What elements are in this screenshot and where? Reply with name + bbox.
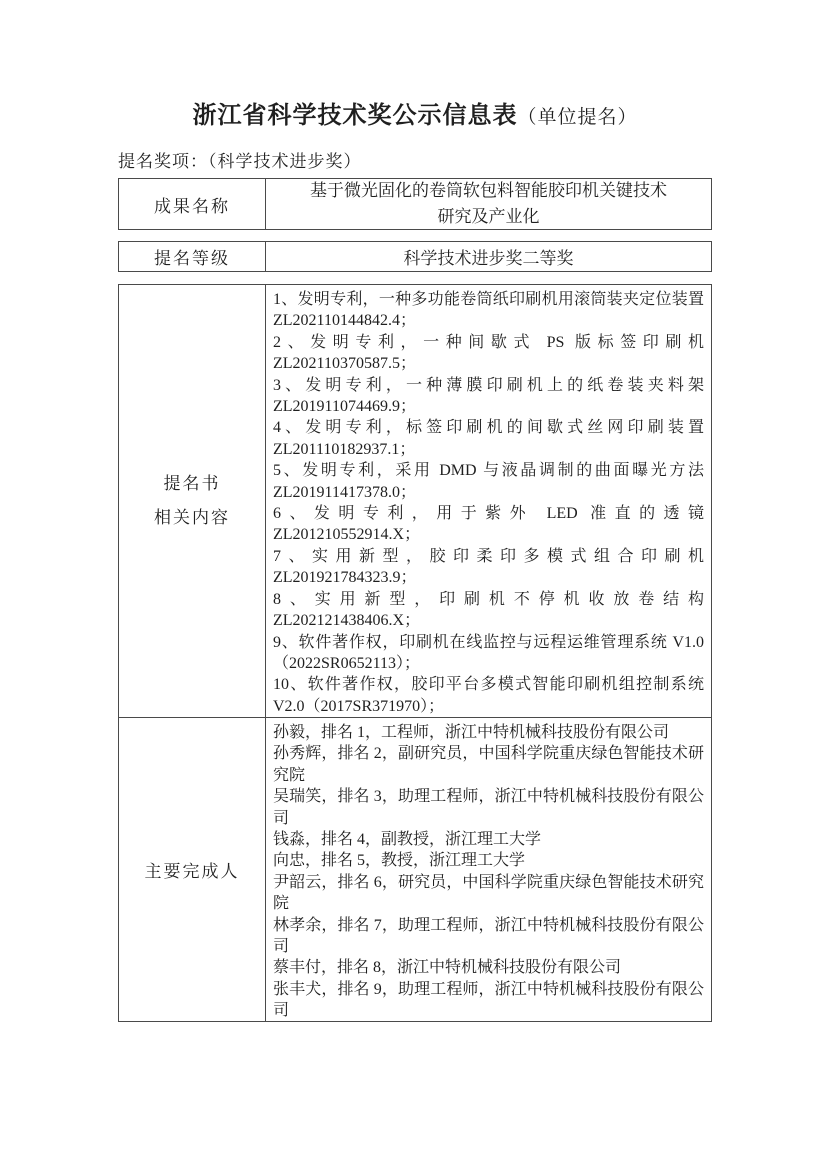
completer-item: 蔡丰付，排名 8，浙江中特机械科技股份有限公司 [273, 959, 622, 977]
info-table [118, 178, 712, 1022]
bottom-whitespace [118, 1022, 712, 1161]
result-name-label: 成果名称 [119, 179, 266, 229]
row-result-name [118, 178, 712, 230]
nomination-level-value: 科学技术进步奖二等奖 [403, 249, 574, 268]
result-name-value [266, 179, 711, 229]
row-nomination-level [118, 241, 712, 272]
completer-item: 钱淼，排名 4，副教授，浙江理工大学 [273, 831, 542, 849]
completer-item: 孙毅，排名 1，工程师，浙江中特机械科技股份有限公司 [273, 724, 670, 741]
result-name-value-line1: 基于微光固化的卷筒软包料智能胶印机关键技术 [310, 181, 667, 200]
main-completers-label: 主要完成人 [119, 718, 266, 1021]
result-name-value-line2: 研究及产业化 [437, 207, 540, 226]
page-title-paren: （单位提名） [517, 107, 638, 128]
patent-item: 9、软件著作权，印刷机在线监控与远程运维管理系统 V1.0（2022SR0652113）； [273, 633, 704, 672]
completer-item: 孙秀辉，排名 2，副研究员，中国科学院重庆绿色智能技术研究院 [273, 745, 704, 784]
patent-item: 1、发明专利，一种多功能卷筒纸印刷机用滚筒装夹定位装置 ZL202110144842.4； [273, 291, 704, 330]
completer-item: 张丰犬，排名 9，助理工程师，浙江中特机械科技股份有限公司 [273, 980, 704, 1020]
patent-item: 6、发明专利，用于紫外 LED 准直的透镜 ZL201210552914.X； [273, 505, 704, 544]
completer-item: 吴瑞笑，排名 3，助理工程师，浙江中特机械科技股份有限公司 [273, 788, 704, 827]
patent-item: 3、发明专利，一种薄膜印刷机上的纸卷装夹料架 ZL201911074469.9； [273, 376, 704, 416]
patent-item: 4、发明专利，标签印刷机的间歇式丝网印刷装置 ZL201110182937.1； [273, 419, 704, 458]
nomination-doc-label-line1: 提名书 [163, 474, 221, 493]
row-nomination-doc [119, 285, 711, 718]
page-title-main: 浙江省科学技术奖公示信息表 [192, 103, 518, 129]
page-title [118, 101, 712, 134]
table-row-gap [118, 230, 712, 241]
patent-item: 7、实用新型，胶印柔印多模式组合印刷机 ZL201921784323.9； [273, 547, 704, 587]
completer-item: 尹韶云，排名 6，研究员，中国科学院重庆绿色智能技术研究院 [273, 873, 704, 913]
nomination-doc-label-line2: 相关内容 [154, 508, 230, 527]
patent-item: 5、发明专利，采用 DMD 与液晶调制的曲面曝光方法 ZL201911417378.0； [273, 462, 704, 501]
nomination-doc-label [119, 285, 266, 717]
patent-item: 8、实用新型，印刷机不停机收放卷结构 ZL202121438406.X； [273, 590, 704, 630]
nomination-doc-content [266, 285, 711, 717]
table-lower-section [118, 284, 712, 1022]
patent-item: 2、发明专利，一种间歇式 PS 版标签印刷机 ZL202110370587.5； [273, 333, 704, 373]
main-completers-content [266, 718, 711, 1021]
nomination-level-label: 提名等级 [119, 242, 266, 271]
row-main-completers [119, 718, 711, 1021]
patent-item: 10、软件著作权，胶印平台多模式智能印刷机组控制系统 V2.0（2017SR371970）； [273, 676, 704, 715]
document-page [118, 0, 712, 1161]
completer-item: 林孝余，排名 7，助理工程师，浙江中特机械科技股份有限公司 [273, 916, 704, 956]
completer-item: 向忠，排名 5，教授，浙江理工大学 [273, 852, 526, 870]
nomination-award-line: 提名奖项：（科学技术进步奖） [118, 152, 362, 171]
table-row-gap [118, 272, 712, 284]
